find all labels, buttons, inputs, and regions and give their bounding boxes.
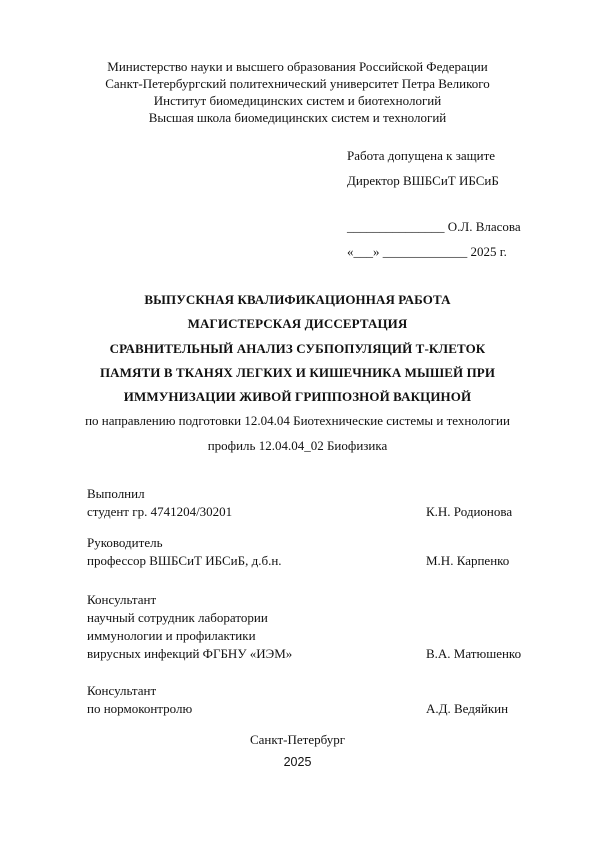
norm-consultant-name: А.Д. Ведяйкин: [426, 701, 509, 716]
supervisor-name: М.Н. Карпенко: [426, 553, 510, 568]
director-line: Директор ВШБСиТ ИБСиБ: [347, 173, 499, 188]
author-detail: студент гр. 4741204/30201: [87, 504, 233, 519]
consultant-detail-1: научный сотрудник лаборатории: [87, 610, 268, 625]
dissertation-heading: МАГИСТЕРСКАЯ ДИССЕРТАЦИЯ: [187, 316, 408, 331]
admitted-line: Работа допущена к защите: [347, 148, 496, 163]
ministry-line: Министерство науки и высшего образования Российской Федерации: [107, 59, 488, 74]
direction-line: по направлению подготовки 12.04.04 Биотехнические системы и технологии: [85, 413, 510, 428]
city-line: Санкт-Петербург: [249, 732, 346, 747]
consultant-role: Консультант: [87, 592, 157, 607]
director-signature-line: _______________ О.Л. Власова: [347, 219, 521, 234]
supervisor-detail: профессор ВШБСиТ ИБСиБ, д.б.н.: [87, 553, 282, 568]
work-type-heading: ВЫПУСКНАЯ КВАЛИФИКАЦИОННАЯ РАБОТА: [144, 292, 451, 307]
university-line: Санкт-Петербургский политехнический университет Петра Великого: [105, 76, 490, 91]
consultant-name: В.А. Матюшенко: [426, 646, 522, 661]
topic-line-1: СРАВНИТЕЛЬНЫЙ АНАЛИЗ СУБПОПУЛЯЦИЙ Т-КЛЕТОК: [109, 341, 486, 356]
consultant-detail-2: иммунологии и профилактики: [87, 628, 256, 643]
author-role: Выполнил: [87, 486, 145, 501]
institute-line: Институт биомедицинских систем и биотехнологий: [153, 93, 442, 108]
author-name: К.Н. Родионова: [426, 504, 513, 519]
consultant-detail-3: вирусных инфекций ФГБНУ «ИЭМ»: [87, 646, 293, 661]
supervisor-role: Руководитель: [87, 535, 163, 550]
norm-consultant-detail: по нормоконтролю: [87, 701, 193, 716]
approval-date-line: «___» _____________ 2025 г.: [347, 244, 507, 259]
norm-consultant-role: Консультант: [87, 683, 157, 698]
topic-line-2: ПАМЯТИ В ТКАНЯХ ЛЕГКИХ И КИШЕЧНИКА МЫШЕЙ ПРИ: [99, 365, 496, 380]
profile-line: профиль 12.04.04_02 Биофизика: [207, 438, 388, 453]
header-block: [0, 58, 595, 126]
topic-line-3: ИММУНИЗАЦИИ ЖИВОЙ ГРИППОЗНОЙ ВАКЦИНОЙ: [123, 389, 472, 404]
year-line: 2025: [283, 755, 312, 769]
school-line: Высшая школа биомедицинских систем и технологий: [148, 110, 447, 125]
